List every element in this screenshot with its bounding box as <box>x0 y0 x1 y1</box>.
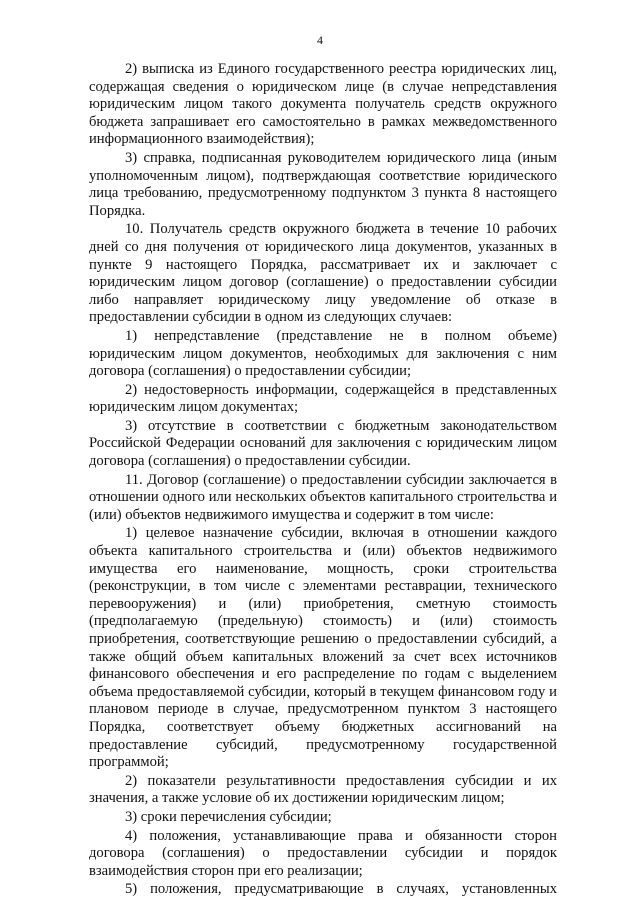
page-number: 4 <box>317 33 323 47</box>
paragraph-11-2: 2) показатели результативности предоставления субсидии и их значения, а также условие об их достижении юридическим лицом; <box>89 772 557 807</box>
paragraph-9-3: 3) справка, подписанная руководителем юридического лица (иным уполномоченным лицом), подтверждающая соответствие юридического лица требованию, предусмотренному подпунктом 3 пункта 8 настоящего Порядка. <box>89 149 557 219</box>
paragraph-10-2: 2) недостоверность информации, содержащейся в представленных юридическим лицом документах; <box>89 381 557 416</box>
paragraph-11-4: 4) положения, устанавливающие права и обязанности сторон договора (соглашения) о предоставлении субсидии и порядок взаимодействия сторон при его реализации; <box>89 827 557 879</box>
paragraph-10: 10. Получатель средств окружного бюджета в течение 10 рабочих дней со дня получения от юридического лица документов, указанных в пункте 9 настоящего Порядка, рассматривает их и заключает с юридическим лицом договор (соглашение) о предоставлении субсидии либо направляет юридическому лицу уведомление об отказе в предоставлении субсидии в одном из следующих случаев: <box>89 221 557 326</box>
paragraph-9-2: 2) выписка из Единого государственного реестра юридических лиц, содержащая сведения о юридическом лице (в случае непредставления юридическим лицом такого документа получатель средств окружного бюджета запрашивает его самостоятельно в рамках межведомственного информационного взаимодействия); <box>89 61 557 148</box>
paragraph-10-1: 1) непредставление (представление не в полном объеме) юридическим лицом документов, необходимых для заключения с ним договора (соглашения) о предоставлении субсидии; <box>89 327 557 380</box>
paragraph-11-3: 3) сроки перечисления субсидии; <box>125 808 332 825</box>
paragraph-10-3: 3) отсутствие в соответствии с бюджетным законодательством Российской Федерации оснований для заключения с юридическим лицом договора (соглашения) о предоставлении субсидии. <box>89 417 557 470</box>
paragraph-11-5: 5) положения, предусматривающие в случаях, установленных <box>125 881 557 898</box>
paragraph-11: 11. Договор (соглашение) о предоставлении субсидии заключается в отношении одного или нескольких объектов капитального строительства и (или) объектов недвижимого имущества и содержит в том числе: <box>89 471 557 523</box>
document-body <box>89 61 557 900</box>
paragraph-11-1: 1) целевое назначение субсидии, включая в отношении каждого объекта капитального строительства и (или) объектов недвижимого имущества его наименование, мощность, сроки строительства (реконструкции, в том числе с элементами реставрации, технического перевооружения) и (или) приобретения, сметную стоимость (предполагаемую (предельную) стоимость) и (или) стоимость приобретения, соответствующие решению о предоставлении субсидий, а также общий объем капитальных вложений за счет всех источников финансового обеспечения и его распределение по годам с выделением объема предоставляемой субсидии, который в текущем финансовом году и плановом периоде в случае, предусмотренном пунктом 3 настоящего Порядка, соответствует объему бюджетных ассигнований на предоставление субсидий, предусмотренному государственной программой; <box>89 525 557 771</box>
